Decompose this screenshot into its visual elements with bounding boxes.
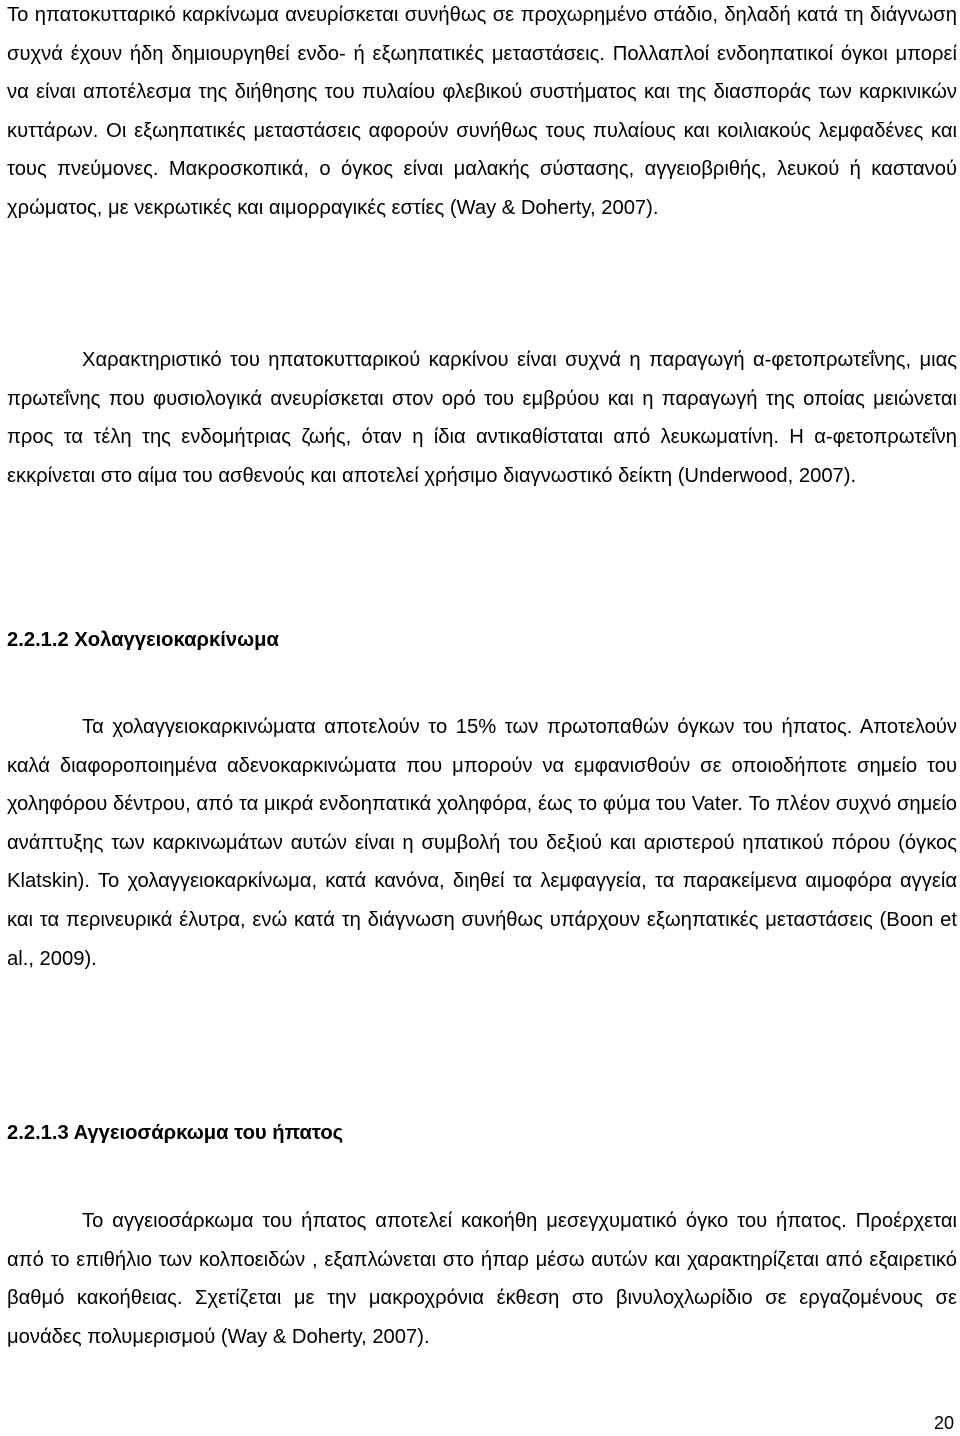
paragraph-angiosarcoma: Το αγγειοσάρκωμα του ήπατος αποτελεί κακοήθη μεσεγχυματικό όγκο του ήπατος. Προέρχεται από το επιθήλιο των κολποειδών , εξαπλώνεται στο ήπαρ μέσω αυτών και χαρακτηρίζεται από εξαιρετικό βαθμό κακοήθειας. Σχετίζεται με την μακροχρόνια έκθεση στο βινυλοχλωρίδιο σε εργαζομένους σε μονάδες πολυμερισμού (Way & Doherty, 2007). xyxy=(7,1210,957,1348)
section-heading-angiosarcoma: 2.2.1.3 Αγγειοσάρκωμα του ήπατος xyxy=(7,1122,344,1144)
paragraph-cholangiocarcinoma: Τα χολαγγειοκαρκινώματα αποτελούν το 15% των πρωτοπαθών όγκων του ήπατος. Αποτελούν καλά διαφοροποιημένα αδενοκαρκινώματα που μπορούν να εμφανισθούν σε οποιοδήποτε σημείο του χοληφόρου δέντρου, από τα μικρά ενδοηπατικά χοληφόρα, έως το φύμα του Vater. Το πλέον συχνό σημείο ανάπτυξης των καρκινωμάτων αυτών είναι η συμβολή του δεξιού και αριστερού ηπατικού πόρου (όγκος Klatskin). Το χολαγγειοκαρκίνωμα, κατά κανόνα, διηθεί τα λεμφαγγεία, τα παρακείμενα αιμοφόρα αγγεία και τα περινευρικά έλυτρα, ενώ κατά τη διάγνωση συνήθως υπάρχουν εξωηπατικές μεταστάσεις (Boon et al., 2009). xyxy=(7,716,957,970)
paragraph-hcc-metastases: Το ηπατοκυτταρικό καρκίνωμα ανευρίσκεται συνήθως σε προχωρημένο στάδιο, δηλαδή κατά τη διάγνωση συχνά έχουν ήδη δημιουργηθεί ενδο- ή εξωηπατικές μεταστάσεις. Πολλαπλοί ενδοηπατικοί όγκοι μπορεί να είναι αποτέλεσμα της διήθησης του πυλαίου φλεβικού συστήματος και της διασποράς των καρκινικών κυττάρων. Οι εξωηπατικές μεταστάσεις αφορούν συνήθως τους πυλαίους και κοιλιακούς λεμφαδένες και τους πνεύμονες. Μακροσκοπικά, ο όγκος είναι μαλακής σύστασης, αγγειοβριθής, λευκού ή καστανού χρώματος, με νεκρωτικές και αιμορραγικές εστίες (Way & Doherty, 2007). xyxy=(7,4,957,219)
page-number: 20 xyxy=(933,1413,954,1433)
section-heading-cholangiocarcinoma: 2.2.1.2 Χολαγγειοκαρκίνωμα xyxy=(7,629,279,651)
paragraph-alpha-fetoprotein: Χαρακτηριστικό του ηπατοκυτταρικού καρκίνου είναι συχνά η παραγωγή α-φετοπρωτεΐνης, μιας πρωτεΐνης που φυσιολογικά ανευρίσκεται στον ορό του εμβρύου και η παραγωγή της οποίας μειώνεται προς τα τέλη της ενδομήτριας ζωής, όταν η ίδια αντικαθίσταται από λευκωματίνη. Η α-φετοπρωτεΐνη εκκρίνεται στο αίμα του ασθενούς και αποτελεί χρήσιμο διαγνωστικό δείκτη (Underwood, 2007). xyxy=(7,349,957,487)
